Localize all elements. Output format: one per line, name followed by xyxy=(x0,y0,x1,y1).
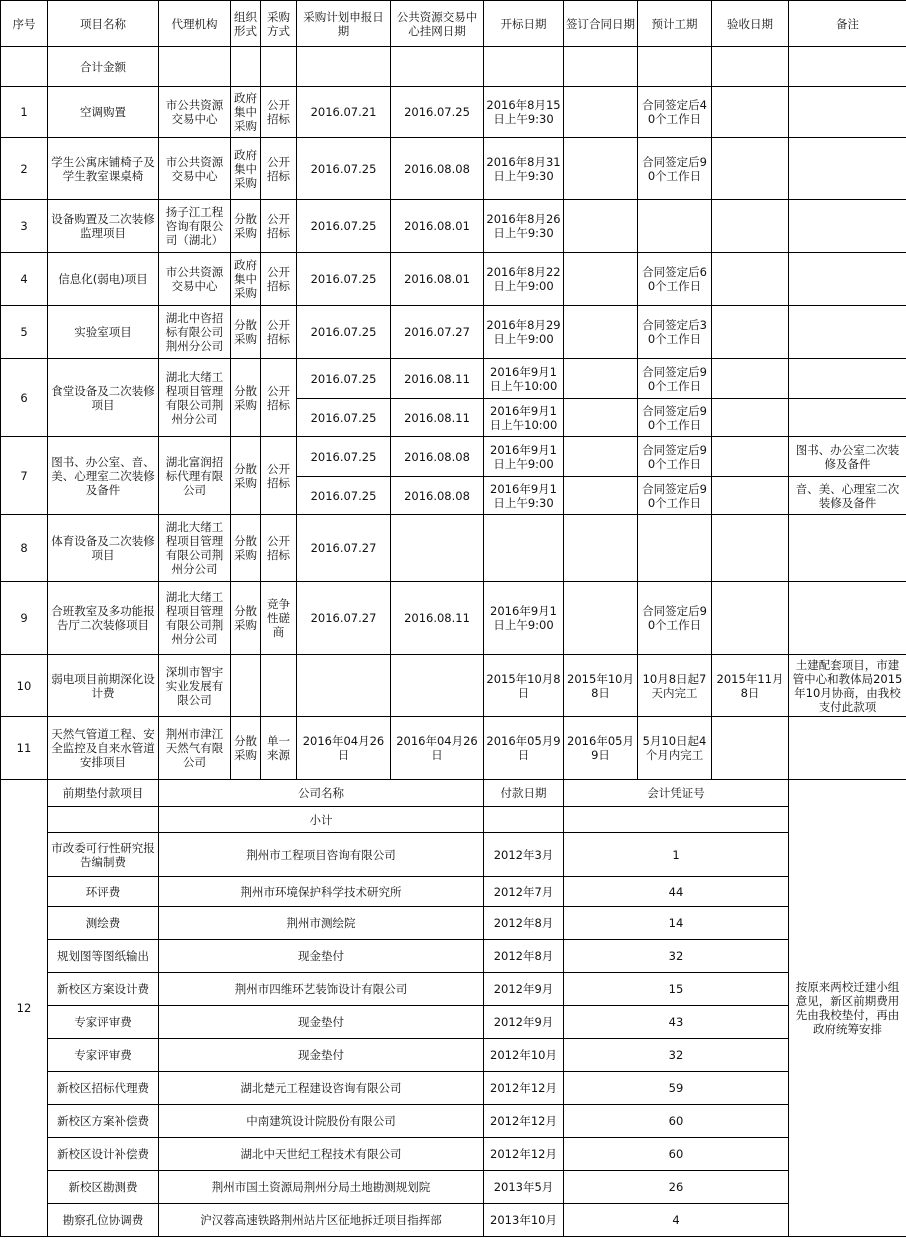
plan-date: 2016.07.25 xyxy=(297,399,391,437)
remark xyxy=(789,515,906,582)
open-date: 2016年8月29日上午9:00 xyxy=(484,306,564,359)
remark xyxy=(789,582,906,655)
plan-date: 2016.07.21 xyxy=(297,87,391,138)
open-date: 2016年8月22日上午9:00 xyxy=(484,253,564,306)
prepay-company: 荆州市工程项目咨询有限公司 xyxy=(159,833,484,877)
project-name: 信息化(弱电)项目 xyxy=(48,253,159,306)
row-seq: 6 xyxy=(1,359,48,437)
row-seq: 5 xyxy=(1,306,48,359)
accept-date xyxy=(712,717,789,780)
prepay-date: 2012年9月 xyxy=(484,1006,564,1039)
prepay-item: 新校区方案设计费 xyxy=(48,973,159,1006)
plan-date: 2016.07.25 xyxy=(297,253,391,306)
contract-date xyxy=(564,253,638,306)
public-date xyxy=(391,655,484,717)
public-date: 2016.08.08 xyxy=(391,477,484,515)
prepay-voucher: 32 xyxy=(564,940,789,973)
open-date: 2016年9月1日上午9:00 xyxy=(484,582,564,655)
org-form xyxy=(231,655,261,717)
procure-method: 单一来源 xyxy=(261,717,297,780)
project-name: 合班教室及多功能报告厅二次装修项目 xyxy=(48,582,159,655)
public-date: 2016.08.01 xyxy=(391,200,484,253)
contract-date: 2016年05月9日 xyxy=(564,717,638,780)
header-public-date: 公共资源交易中心挂网日期 xyxy=(391,1,484,47)
prepay-company: 中南建筑设计院股份有限公司 xyxy=(159,1105,484,1138)
prepay-voucher: 32 xyxy=(564,1039,789,1072)
row-seq: 9 xyxy=(1,582,48,655)
plan-date: 2016.07.27 xyxy=(297,515,391,582)
prepay-row xyxy=(1,1105,906,1138)
agency-name: 湖北大绪工程项目管理有限公司荆州分公司 xyxy=(159,515,231,582)
prepay-row xyxy=(1,907,906,940)
prepay-row xyxy=(1,940,906,973)
remark xyxy=(789,359,906,399)
row-seq: 7 xyxy=(1,437,48,515)
agency-name: 市公共资源交易中心 xyxy=(159,253,231,306)
header-plan-date: 采购计划申报日期 xyxy=(297,1,391,47)
agency-name: 湖北大绪工程项目管理有限公司荆州分公司 xyxy=(159,359,231,437)
plan-date: 2016.07.25 xyxy=(297,359,391,399)
duration: 合同签定后90个工作日 xyxy=(638,138,712,200)
org-form: 政府集中采购 xyxy=(231,87,261,138)
prepay-row xyxy=(1,877,906,907)
prepay-company: 荆州市环境保护科学技术研究所 xyxy=(159,877,484,907)
prepay-date: 2012年8月 xyxy=(484,940,564,973)
prepay-row xyxy=(1,1006,906,1039)
procure-method: 公开招标 xyxy=(261,515,297,582)
prepay-item: 市改委可行性研究报告编制费 xyxy=(48,833,159,877)
prepay-date: 2012年3月 xyxy=(484,833,564,877)
total-row xyxy=(1,47,906,87)
header-seq: 序号 xyxy=(1,1,48,47)
prepay-subtotal-empty xyxy=(48,807,159,833)
contract-date xyxy=(564,477,638,515)
org-form: 分散采购 xyxy=(231,515,261,582)
total-empty-cell xyxy=(484,47,564,87)
prepay-voucher: 1 xyxy=(564,833,789,877)
duration: 合同签定后90个工作日 xyxy=(638,477,712,515)
prepay-date: 2013年10月 xyxy=(484,1204,564,1237)
remark: 音、美、心理室二次装修及备件 xyxy=(789,477,906,515)
public-date: 2016.08.08 xyxy=(391,437,484,477)
prepay-voucher: 44 xyxy=(564,877,789,907)
project-name: 图书、办公室、音、美、心理室二次装修及备件 xyxy=(48,437,159,515)
prepay-company: 荆州市测绘院 xyxy=(159,907,484,940)
header-remark: 备注 xyxy=(789,1,906,47)
accept-date xyxy=(712,582,789,655)
public-date: 2016.08.11 xyxy=(391,582,484,655)
prepay-item: 新校区招标代理费 xyxy=(48,1072,159,1105)
prepay-item: 测绘费 xyxy=(48,907,159,940)
org-form: 分散采购 xyxy=(231,306,261,359)
remark xyxy=(789,87,906,138)
duration: 合同签定后90个工作日 xyxy=(638,359,712,399)
procure-method: 公开招标 xyxy=(261,253,297,306)
prepay-voucher: 15 xyxy=(564,973,789,1006)
row-seq: 2 xyxy=(1,138,48,200)
open-date xyxy=(484,515,564,582)
prepay-item: 规划图等图纸输出 xyxy=(48,940,159,973)
prepay-company: 湖北中天世纪工程技术有限公司 xyxy=(159,1138,484,1171)
prepay-date: 2012年8月 xyxy=(484,907,564,940)
contract-date xyxy=(564,399,638,437)
project-name: 空调购置 xyxy=(48,87,159,138)
project-name: 实验室项目 xyxy=(48,306,159,359)
public-date xyxy=(391,515,484,582)
duration xyxy=(638,200,712,253)
plan-date: 2016年04月26日 xyxy=(297,717,391,780)
procure-method: 公开招标 xyxy=(261,306,297,359)
plan-date: 2016.07.27 xyxy=(297,582,391,655)
public-date: 2016.07.25 xyxy=(391,87,484,138)
prepay-company: 湖北楚元工程建设咨询有限公司 xyxy=(159,1072,484,1105)
procure-method: 公开招标 xyxy=(261,87,297,138)
row-seq: 8 xyxy=(1,515,48,582)
remark xyxy=(789,253,906,306)
agency-name: 荆州市津江天然气有限公司 xyxy=(159,717,231,780)
total-empty-cell xyxy=(712,47,789,87)
accept-date xyxy=(712,437,789,477)
remark xyxy=(789,717,906,780)
prepay-row xyxy=(1,1039,906,1072)
remark: 图书、办公室二次装修及备件 xyxy=(789,437,906,477)
procure-method: 公开招标 xyxy=(261,437,297,515)
public-date: 2016.08.08 xyxy=(391,138,484,200)
org-form: 分散采购 xyxy=(231,437,261,515)
public-date: 2016.08.11 xyxy=(391,359,484,399)
duration: 合同签定后60个工作日 xyxy=(638,253,712,306)
accept-date xyxy=(712,200,789,253)
table-body xyxy=(1,1,906,1237)
open-date: 2016年8月26日上午9:30 xyxy=(484,200,564,253)
prepay-row xyxy=(1,1204,906,1237)
procure-method xyxy=(261,655,297,717)
total-empty-cell xyxy=(789,47,906,87)
prepay-voucher: 60 xyxy=(564,1138,789,1171)
agency-name: 湖北大绪工程项目管理有限公司荆州分公司 xyxy=(159,582,231,655)
remark xyxy=(789,399,906,437)
prepay-date: 2012年12月 xyxy=(484,1138,564,1171)
row-seq: 12 xyxy=(1,780,48,1237)
table-row xyxy=(1,655,906,717)
prepay-row xyxy=(1,833,906,877)
prepay-voucher: 43 xyxy=(564,1006,789,1039)
duration xyxy=(638,515,712,582)
row-seq: 10 xyxy=(1,655,48,717)
accept-date xyxy=(712,138,789,200)
agency-name: 深圳市智宇实业发展有限公司 xyxy=(159,655,231,717)
prepay-item: 专家评审费 xyxy=(48,1006,159,1039)
prepay-company: 现金垫付 xyxy=(159,1006,484,1039)
agency-name: 扬子江工程咨询有限公司（湖北） xyxy=(159,200,231,253)
plan-date: 2016.07.25 xyxy=(297,477,391,515)
prepay-header-item: 前期垫付款项目 xyxy=(48,780,159,807)
row-seq: 11 xyxy=(1,717,48,780)
prepay-voucher: 4 xyxy=(564,1204,789,1237)
prepay-subtotal-row xyxy=(1,807,906,833)
prepay-date: 2012年12月 xyxy=(484,1072,564,1105)
prepay-company: 现金垫付 xyxy=(159,1039,484,1072)
duration: 合同签定后90个工作日 xyxy=(638,399,712,437)
total-label: 合计金额 xyxy=(48,47,159,87)
plan-date: 2016.07.25 xyxy=(297,200,391,253)
header-row xyxy=(1,1,906,47)
prepay-header-row xyxy=(1,780,906,807)
prepay-voucher: 14 xyxy=(564,907,789,940)
header-method: 采购方式 xyxy=(261,1,297,47)
plan-date xyxy=(297,655,391,717)
open-date: 2016年8月31日上午9:30 xyxy=(484,138,564,200)
prepay-voucher: 59 xyxy=(564,1072,789,1105)
total-seq-cell xyxy=(1,47,48,87)
table-row xyxy=(1,253,906,306)
row-seq: 4 xyxy=(1,253,48,306)
open-date: 2016年9月1日上午9:30 xyxy=(484,477,564,515)
public-date: 2016.07.27 xyxy=(391,306,484,359)
project-name: 天然气管道工程、安全监控及自来水管道安排项目 xyxy=(48,717,159,780)
prepay-item: 新校区方案补偿费 xyxy=(48,1105,159,1138)
header-open-date: 开标日期 xyxy=(484,1,564,47)
total-empty-cell xyxy=(297,47,391,87)
project-name: 弱电项目前期深化设计费 xyxy=(48,655,159,717)
open-date: 2016年9月1日上午9:00 xyxy=(484,437,564,477)
duration: 合同签定后30个工作日 xyxy=(638,306,712,359)
remark xyxy=(789,306,906,359)
agency-name: 湖北富润招标代理有限公司 xyxy=(159,437,231,515)
prepay-date: 2012年10月 xyxy=(484,1039,564,1072)
accept-date xyxy=(712,87,789,138)
prepay-row xyxy=(1,1171,906,1204)
contract-date: 2015年10月8日 xyxy=(564,655,638,717)
project-name: 食堂设备及二次装修项目 xyxy=(48,359,159,437)
public-date: 2016.08.11 xyxy=(391,399,484,437)
total-empty-cell xyxy=(391,47,484,87)
prepay-item: 勘察孔位协调费 xyxy=(48,1204,159,1237)
accept-date xyxy=(712,359,789,399)
procure-method: 公开招标 xyxy=(261,138,297,200)
duration: 10月8日起7天内完工 xyxy=(638,655,712,717)
remark: 土建配套项目，市建管中心和教体局2015年10月协商，由我校支付此款项 xyxy=(789,655,906,717)
accept-date: 2015年11月8日 xyxy=(712,655,789,717)
accept-date xyxy=(712,253,789,306)
prepay-item: 新校区设计补偿费 xyxy=(48,1138,159,1171)
procure-method: 竞争性磋商 xyxy=(261,582,297,655)
agency-name: 市公共资源交易中心 xyxy=(159,138,231,200)
contract-date xyxy=(564,138,638,200)
total-empty-cell xyxy=(159,47,231,87)
org-form: 政府集中采购 xyxy=(231,138,261,200)
header-accept-date: 验收日期 xyxy=(712,1,789,47)
prepay-row xyxy=(1,1138,906,1171)
table-row xyxy=(1,359,906,399)
table-row xyxy=(1,138,906,200)
prepay-subtotal-empty xyxy=(484,807,564,833)
prepay-subtotal-empty xyxy=(564,807,789,833)
contract-date xyxy=(564,306,638,359)
prepay-item: 环评费 xyxy=(48,877,159,907)
prepay-date: 2012年9月 xyxy=(484,973,564,1006)
project-name: 学生公寓床铺椅子及学生教室课桌椅 xyxy=(48,138,159,200)
project-name: 设备购置及二次装修监理项目 xyxy=(48,200,159,253)
table-row xyxy=(1,200,906,253)
contract-date xyxy=(564,582,638,655)
open-date: 2016年8月15日上午9:30 xyxy=(484,87,564,138)
org-form: 分散采购 xyxy=(231,717,261,780)
table-row xyxy=(1,582,906,655)
open-date: 2016年9月1日上午10:00 xyxy=(484,399,564,437)
total-empty-cell xyxy=(231,47,261,87)
header-duration: 预计工期 xyxy=(638,1,712,47)
row-seq: 1 xyxy=(1,87,48,138)
prepay-voucher: 60 xyxy=(564,1105,789,1138)
plan-date: 2016.07.25 xyxy=(297,437,391,477)
prepay-row xyxy=(1,973,906,1006)
contract-date xyxy=(564,359,638,399)
org-form: 分散采购 xyxy=(231,359,261,437)
contract-date xyxy=(564,200,638,253)
prepay-subtotal-label: 小计 xyxy=(159,807,484,833)
duration: 合同签定后90个工作日 xyxy=(638,582,712,655)
prepay-header-company: 公司名称 xyxy=(159,780,484,807)
prepay-row xyxy=(1,1072,906,1105)
prepay-header-date: 付款日期 xyxy=(484,780,564,807)
table-row xyxy=(1,306,906,359)
open-date: 2016年9月1日上午10:00 xyxy=(484,359,564,399)
accept-date xyxy=(712,477,789,515)
accept-date xyxy=(712,399,789,437)
table-row xyxy=(1,437,906,477)
remark xyxy=(789,138,906,200)
table-row xyxy=(1,717,906,780)
total-empty-cell xyxy=(564,47,638,87)
accept-date xyxy=(712,306,789,359)
duration: 5月10日起4个月内完工 xyxy=(638,717,712,780)
prepay-voucher: 26 xyxy=(564,1171,789,1204)
procure-method: 公开招标 xyxy=(261,200,297,253)
total-empty-cell xyxy=(638,47,712,87)
prepay-date: 2013年5月 xyxy=(484,1171,564,1204)
duration: 合同签定后90个工作日 xyxy=(638,437,712,477)
header-org-form: 组织形式 xyxy=(231,1,261,47)
agency-name: 湖北中咨招标有限公司荆州分公司 xyxy=(159,306,231,359)
prepay-company: 沪汉蓉高速铁路荆州站片区征地拆迁项目指挥部 xyxy=(159,1204,484,1237)
header-contract-date: 签订合同日期 xyxy=(564,1,638,47)
prepay-remark: 按原来两校迁建小组意见，新区前期费用先由我校垫付，再由政府统筹安排 xyxy=(789,780,906,1237)
org-form: 分散采购 xyxy=(231,582,261,655)
prepay-header-voucher: 会计凭证号 xyxy=(564,780,789,807)
table-row xyxy=(1,87,906,138)
org-form: 政府集中采购 xyxy=(231,253,261,306)
contract-date xyxy=(564,87,638,138)
open-date: 2015年10月8日 xyxy=(484,655,564,717)
header-agency: 代理机构 xyxy=(159,1,231,47)
prepay-date: 2012年7月 xyxy=(484,877,564,907)
table-row xyxy=(1,515,906,582)
prepay-company: 荆州市国土资源局荆州分局土地勘测规划院 xyxy=(159,1171,484,1204)
row-seq: 3 xyxy=(1,200,48,253)
contract-date xyxy=(564,437,638,477)
org-form: 分散采购 xyxy=(231,200,261,253)
prepay-date: 2012年12月 xyxy=(484,1105,564,1138)
accept-date xyxy=(712,515,789,582)
duration: 合同签定后40个工作日 xyxy=(638,87,712,138)
prepay-item: 专家评审费 xyxy=(48,1039,159,1072)
agency-name: 市公共资源交易中心 xyxy=(159,87,231,138)
procure-method: 公开招标 xyxy=(261,359,297,437)
public-date: 2016年04月26日 xyxy=(391,717,484,780)
total-empty-cell xyxy=(261,47,297,87)
prepay-company: 荆州市四维环艺装饰设计有限公司 xyxy=(159,973,484,1006)
remark xyxy=(789,200,906,253)
prepay-company: 现金垫付 xyxy=(159,940,484,973)
plan-date: 2016.07.25 xyxy=(297,138,391,200)
open-date: 2016年05月9日 xyxy=(484,717,564,780)
plan-date: 2016.07.25 xyxy=(297,306,391,359)
prepay-item: 新校区勘测费 xyxy=(48,1171,159,1204)
public-date: 2016.08.01 xyxy=(391,253,484,306)
contract-date xyxy=(564,515,638,582)
project-name: 体育设备及二次装修项目 xyxy=(48,515,159,582)
header-name: 项目名称 xyxy=(48,1,159,47)
